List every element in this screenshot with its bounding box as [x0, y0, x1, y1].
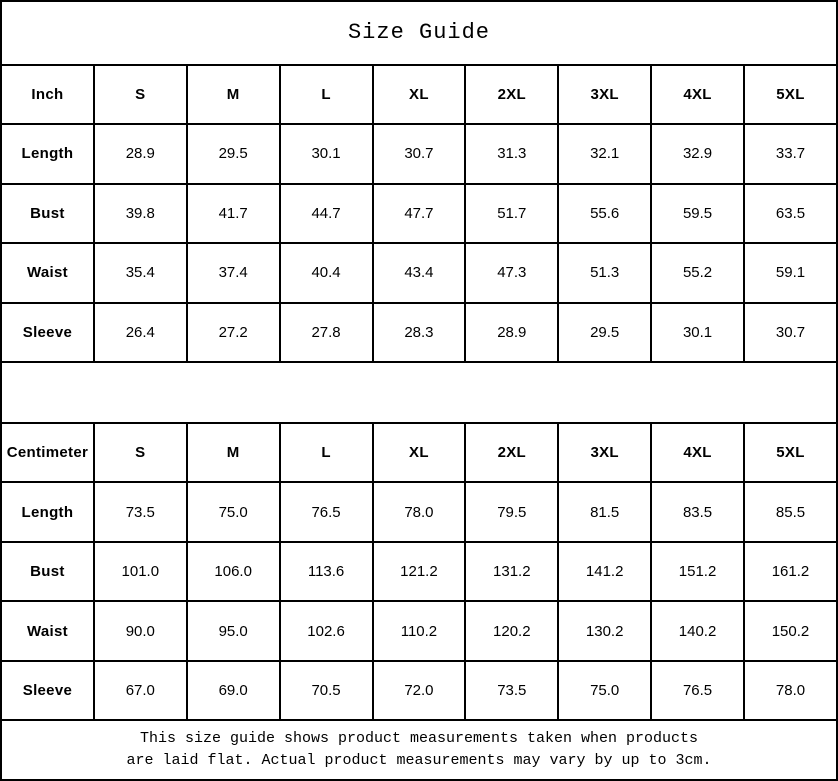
measurement-value: 40.4 — [280, 243, 373, 303]
inch-waist-row — [1, 243, 837, 303]
col-header-s: S — [94, 423, 187, 483]
cm-waist-row — [1, 601, 837, 661]
col-header-xl: XL — [373, 65, 466, 125]
col-header-3xl: 3XL — [558, 65, 651, 125]
measurement-value: 51.3 — [558, 243, 651, 303]
measurement-value: 41.7 — [187, 184, 280, 244]
col-header-3xl: 3XL — [558, 423, 651, 483]
measurement-value: 130.2 — [558, 601, 651, 661]
measurement-value: 27.2 — [187, 303, 280, 363]
inch-sleeve-row — [1, 303, 837, 363]
measurement-value: 31.3 — [465, 124, 558, 184]
measurement-value: 79.5 — [465, 482, 558, 542]
measurement-value: 106.0 — [187, 542, 280, 602]
measurement-value: 67.0 — [94, 661, 187, 721]
spacer-cell — [1, 362, 837, 423]
col-header-m: M — [187, 423, 280, 483]
col-header-4xl: 4XL — [651, 423, 744, 483]
measurement-value: 76.5 — [651, 661, 744, 721]
measurement-value: 102.6 — [280, 601, 373, 661]
col-header-2xl: 2XL — [465, 65, 558, 125]
measurement-value: 29.5 — [187, 124, 280, 184]
footnote-row — [1, 720, 837, 780]
measurement-value: 140.2 — [651, 601, 744, 661]
measurement-value: 110.2 — [373, 601, 466, 661]
measurement-value: 28.9 — [94, 124, 187, 184]
col-header-l: L — [280, 423, 373, 483]
col-header-xl: XL — [373, 423, 466, 483]
spacer-row — [1, 362, 837, 423]
measurement-value: 39.8 — [94, 184, 187, 244]
measurement-value: 101.0 — [94, 542, 187, 602]
title-row — [1, 1, 837, 65]
measurement-label: Sleeve — [1, 303, 94, 363]
measurement-value: 43.4 — [373, 243, 466, 303]
col-header-m: M — [187, 65, 280, 125]
measurement-value: 32.9 — [651, 124, 744, 184]
inch-bust-row — [1, 184, 837, 244]
measurement-value: 73.5 — [94, 482, 187, 542]
cm-length-row — [1, 482, 837, 542]
measurement-value: 32.1 — [558, 124, 651, 184]
measurement-value: 95.0 — [187, 601, 280, 661]
measurement-value: 85.5 — [744, 482, 837, 542]
measurement-value: 37.4 — [187, 243, 280, 303]
unit-header-inch: Inch — [1, 65, 94, 125]
measurement-value: 44.7 — [280, 184, 373, 244]
measurement-value: 81.5 — [558, 482, 651, 542]
col-header-5xl: 5XL — [744, 423, 837, 483]
measurement-value: 151.2 — [651, 542, 744, 602]
footnote-line-1: This size guide shows product measurements taken when products — [139, 730, 699, 748]
measurement-value: 90.0 — [94, 601, 187, 661]
measurement-label: Bust — [1, 184, 94, 244]
measurement-value: 113.6 — [280, 542, 373, 602]
footnote — [1, 720, 837, 780]
measurement-label: Waist — [1, 243, 94, 303]
measurement-value: 30.1 — [280, 124, 373, 184]
measurement-value: 27.8 — [280, 303, 373, 363]
measurement-label: Waist — [1, 601, 94, 661]
measurement-value: 29.5 — [558, 303, 651, 363]
col-header-4xl: 4XL — [651, 65, 744, 125]
measurement-value: 30.1 — [651, 303, 744, 363]
measurement-value: 75.0 — [187, 482, 280, 542]
measurement-value: 30.7 — [744, 303, 837, 363]
measurement-value: 121.2 — [373, 542, 466, 602]
measurement-value: 70.5 — [280, 661, 373, 721]
measurement-label: Sleeve — [1, 661, 94, 721]
measurement-value: 63.5 — [744, 184, 837, 244]
footnote-line-2: are laid flat. Actual product measurements may vary by up to 3cm. — [126, 752, 712, 770]
measurement-value: 161.2 — [744, 542, 837, 602]
measurement-value: 131.2 — [465, 542, 558, 602]
measurement-value: 55.2 — [651, 243, 744, 303]
measurement-value: 55.6 — [558, 184, 651, 244]
measurement-value: 51.7 — [465, 184, 558, 244]
measurement-label: Length — [1, 124, 94, 184]
measurement-value: 76.5 — [280, 482, 373, 542]
measurement-label: Bust — [1, 542, 94, 602]
measurement-value: 35.4 — [94, 243, 187, 303]
measurement-value: 59.1 — [744, 243, 837, 303]
col-header-5xl: 5XL — [744, 65, 837, 125]
measurement-value: 59.5 — [651, 184, 744, 244]
measurement-value: 83.5 — [651, 482, 744, 542]
page-title: Size Guide — [1, 1, 837, 65]
measurement-value: 141.2 — [558, 542, 651, 602]
cm-bust-row — [1, 542, 837, 602]
inch-length-row — [1, 124, 837, 184]
measurement-value: 75.0 — [558, 661, 651, 721]
measurement-value: 28.9 — [465, 303, 558, 363]
measurement-value: 47.3 — [465, 243, 558, 303]
measurement-value: 26.4 — [94, 303, 187, 363]
measurement-value: 28.3 — [373, 303, 466, 363]
measurement-value: 78.0 — [373, 482, 466, 542]
measurement-value: 72.0 — [373, 661, 466, 721]
measurement-label: Length — [1, 482, 94, 542]
cm-sleeve-row — [1, 661, 837, 721]
measurement-value: 33.7 — [744, 124, 837, 184]
col-header-s: S — [94, 65, 187, 125]
col-header-l: L — [280, 65, 373, 125]
measurement-value: 150.2 — [744, 601, 837, 661]
measurement-value: 73.5 — [465, 661, 558, 721]
unit-header-centimeter: Centimeter — [1, 423, 94, 483]
inch-header-row — [1, 65, 837, 125]
cm-header-row — [1, 423, 837, 483]
measurement-value: 78.0 — [744, 661, 837, 721]
measurement-value: 47.7 — [373, 184, 466, 244]
measurement-value: 69.0 — [187, 661, 280, 721]
col-header-2xl: 2XL — [465, 423, 558, 483]
measurement-value: 120.2 — [465, 601, 558, 661]
measurement-value: 30.7 — [373, 124, 466, 184]
